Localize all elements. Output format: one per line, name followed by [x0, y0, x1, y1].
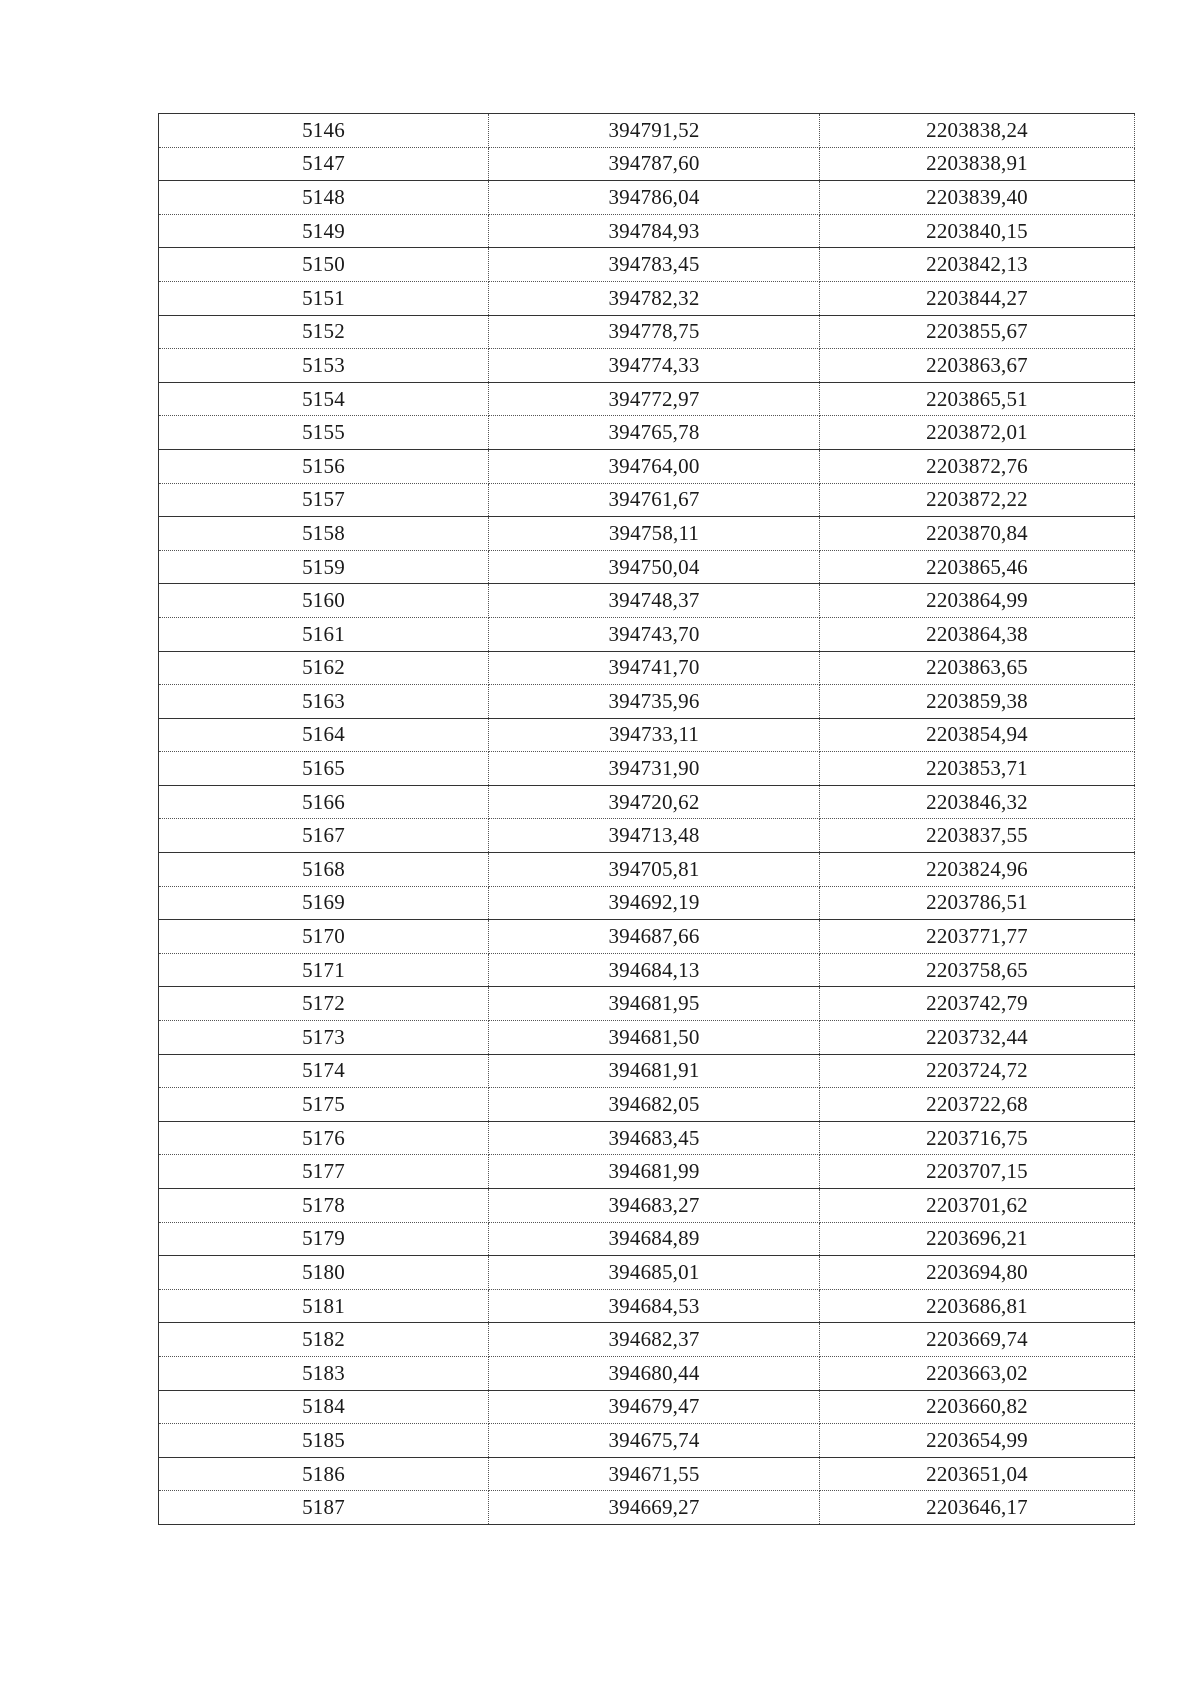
table-row — [159, 1256, 1135, 1290]
point-number-cell: 5165 — [159, 752, 489, 786]
x-coordinate-cell: 394681,95 — [489, 987, 820, 1021]
table-row — [159, 1021, 1135, 1055]
x-coordinate-cell: 394784,93 — [489, 214, 820, 248]
y-coordinate-cell: 2203855,67 — [820, 315, 1135, 349]
table-row — [159, 1390, 1135, 1424]
point-number-cell: 5157 — [159, 483, 489, 517]
x-coordinate-cell: 394761,67 — [489, 483, 820, 517]
y-coordinate-cell: 2203724,72 — [820, 1054, 1135, 1088]
coordinate-table-body — [159, 114, 1135, 1525]
table-row — [159, 617, 1135, 651]
x-coordinate-cell: 394683,27 — [489, 1189, 820, 1223]
x-coordinate-cell: 394735,96 — [489, 685, 820, 719]
x-coordinate-cell: 394684,89 — [489, 1222, 820, 1256]
x-coordinate-cell: 394772,97 — [489, 382, 820, 416]
y-coordinate-cell: 2203758,65 — [820, 953, 1135, 987]
table-row — [159, 349, 1135, 383]
x-coordinate-cell: 394681,50 — [489, 1021, 820, 1055]
y-coordinate-cell: 2203837,55 — [820, 819, 1135, 853]
table-row — [159, 248, 1135, 282]
coordinate-table-page — [158, 113, 1134, 1525]
y-coordinate-cell: 2203771,77 — [820, 920, 1135, 954]
x-coordinate-cell: 394758,11 — [489, 517, 820, 551]
table-row — [159, 1222, 1135, 1256]
x-coordinate-cell: 394713,48 — [489, 819, 820, 853]
table-row — [159, 550, 1135, 584]
point-number-cell: 5184 — [159, 1390, 489, 1424]
y-coordinate-cell: 2203840,15 — [820, 214, 1135, 248]
table-row — [159, 785, 1135, 819]
point-number-cell: 5181 — [159, 1289, 489, 1323]
x-coordinate-cell: 394675,74 — [489, 1424, 820, 1458]
x-coordinate-cell: 394682,05 — [489, 1088, 820, 1122]
table-row — [159, 651, 1135, 685]
x-coordinate-cell: 394683,45 — [489, 1121, 820, 1155]
point-number-cell: 5182 — [159, 1323, 489, 1357]
table-row — [159, 315, 1135, 349]
point-number-cell: 5155 — [159, 416, 489, 450]
table-row — [159, 416, 1135, 450]
point-number-cell: 5147 — [159, 147, 489, 181]
x-coordinate-cell: 394687,66 — [489, 920, 820, 954]
y-coordinate-cell: 2203646,17 — [820, 1491, 1135, 1525]
point-number-cell: 5163 — [159, 685, 489, 719]
y-coordinate-cell: 2203872,01 — [820, 416, 1135, 450]
x-coordinate-cell: 394720,62 — [489, 785, 820, 819]
y-coordinate-cell: 2203838,91 — [820, 147, 1135, 181]
y-coordinate-cell: 2203863,65 — [820, 651, 1135, 685]
x-coordinate-cell: 394682,37 — [489, 1323, 820, 1357]
table-row — [159, 1121, 1135, 1155]
x-coordinate-cell: 394764,00 — [489, 449, 820, 483]
x-coordinate-cell: 394748,37 — [489, 584, 820, 618]
x-coordinate-cell: 394778,75 — [489, 315, 820, 349]
y-coordinate-cell: 2203865,46 — [820, 550, 1135, 584]
point-number-cell: 5180 — [159, 1256, 489, 1290]
table-row — [159, 853, 1135, 887]
y-coordinate-cell: 2203872,76 — [820, 449, 1135, 483]
y-coordinate-cell: 2203842,13 — [820, 248, 1135, 282]
y-coordinate-cell: 2203660,82 — [820, 1390, 1135, 1424]
point-number-cell: 5152 — [159, 315, 489, 349]
y-coordinate-cell: 2203686,81 — [820, 1289, 1135, 1323]
table-row — [159, 1289, 1135, 1323]
point-number-cell: 5154 — [159, 382, 489, 416]
table-row — [159, 449, 1135, 483]
point-number-cell: 5179 — [159, 1222, 489, 1256]
table-row — [159, 1189, 1135, 1223]
table-row — [159, 114, 1135, 148]
point-number-cell: 5187 — [159, 1491, 489, 1525]
point-number-cell: 5169 — [159, 886, 489, 920]
y-coordinate-cell: 2203707,15 — [820, 1155, 1135, 1189]
y-coordinate-cell: 2203872,22 — [820, 483, 1135, 517]
y-coordinate-cell: 2203864,38 — [820, 617, 1135, 651]
y-coordinate-cell: 2203844,27 — [820, 281, 1135, 315]
y-coordinate-cell: 2203722,68 — [820, 1088, 1135, 1122]
table-row — [159, 886, 1135, 920]
y-coordinate-cell: 2203859,38 — [820, 685, 1135, 719]
table-row — [159, 1155, 1135, 1189]
x-coordinate-cell: 394786,04 — [489, 181, 820, 215]
point-number-cell: 5168 — [159, 853, 489, 887]
x-coordinate-cell: 394680,44 — [489, 1356, 820, 1390]
table-row — [159, 953, 1135, 987]
point-number-cell: 5164 — [159, 718, 489, 752]
x-coordinate-cell: 394765,78 — [489, 416, 820, 450]
table-row — [159, 181, 1135, 215]
point-number-cell: 5183 — [159, 1356, 489, 1390]
table-row — [159, 1457, 1135, 1491]
x-coordinate-cell: 394750,04 — [489, 550, 820, 584]
point-number-cell: 5159 — [159, 550, 489, 584]
point-number-cell: 5175 — [159, 1088, 489, 1122]
x-coordinate-cell: 394671,55 — [489, 1457, 820, 1491]
x-coordinate-cell: 394733,11 — [489, 718, 820, 752]
table-row — [159, 1323, 1135, 1357]
table-row — [159, 584, 1135, 618]
y-coordinate-cell: 2203853,71 — [820, 752, 1135, 786]
table-row — [159, 382, 1135, 416]
point-number-cell: 5150 — [159, 248, 489, 282]
y-coordinate-cell: 2203663,02 — [820, 1356, 1135, 1390]
table-row — [159, 517, 1135, 551]
x-coordinate-cell: 394685,01 — [489, 1256, 820, 1290]
y-coordinate-cell: 2203651,04 — [820, 1457, 1135, 1491]
point-number-cell: 5178 — [159, 1189, 489, 1223]
point-number-cell: 5177 — [159, 1155, 489, 1189]
x-coordinate-cell: 394791,52 — [489, 114, 820, 148]
y-coordinate-cell: 2203870,84 — [820, 517, 1135, 551]
point-number-cell: 5156 — [159, 449, 489, 483]
table-row — [159, 752, 1135, 786]
table-row — [159, 987, 1135, 1021]
table-row — [159, 1088, 1135, 1122]
point-number-cell: 5149 — [159, 214, 489, 248]
table-row — [159, 819, 1135, 853]
point-number-cell: 5151 — [159, 281, 489, 315]
y-coordinate-cell: 2203742,79 — [820, 987, 1135, 1021]
table-row — [159, 147, 1135, 181]
y-coordinate-cell: 2203863,67 — [820, 349, 1135, 383]
x-coordinate-cell: 394681,91 — [489, 1054, 820, 1088]
point-number-cell: 5172 — [159, 987, 489, 1021]
y-coordinate-cell: 2203654,99 — [820, 1424, 1135, 1458]
y-coordinate-cell: 2203838,24 — [820, 114, 1135, 148]
table-row — [159, 483, 1135, 517]
table-row — [159, 214, 1135, 248]
y-coordinate-cell: 2203824,96 — [820, 853, 1135, 887]
table-row — [159, 685, 1135, 719]
y-coordinate-cell: 2203786,51 — [820, 886, 1135, 920]
y-coordinate-cell: 2203696,21 — [820, 1222, 1135, 1256]
x-coordinate-cell: 394679,47 — [489, 1390, 820, 1424]
x-coordinate-cell: 394783,45 — [489, 248, 820, 282]
table-row — [159, 1356, 1135, 1390]
point-number-cell: 5173 — [159, 1021, 489, 1055]
point-number-cell: 5170 — [159, 920, 489, 954]
table-row — [159, 1491, 1135, 1525]
x-coordinate-cell: 394731,90 — [489, 752, 820, 786]
point-number-cell: 5185 — [159, 1424, 489, 1458]
y-coordinate-cell: 2203854,94 — [820, 718, 1135, 752]
table-row — [159, 1424, 1135, 1458]
x-coordinate-cell: 394741,70 — [489, 651, 820, 685]
x-coordinate-cell: 394681,99 — [489, 1155, 820, 1189]
table-row — [159, 281, 1135, 315]
table-row — [159, 1054, 1135, 1088]
y-coordinate-cell: 2203669,74 — [820, 1323, 1135, 1357]
x-coordinate-cell: 394669,27 — [489, 1491, 820, 1525]
point-number-cell: 5153 — [159, 349, 489, 383]
point-number-cell: 5161 — [159, 617, 489, 651]
y-coordinate-cell: 2203701,62 — [820, 1189, 1135, 1223]
point-number-cell: 5146 — [159, 114, 489, 148]
y-coordinate-cell: 2203716,75 — [820, 1121, 1135, 1155]
y-coordinate-cell: 2203864,99 — [820, 584, 1135, 618]
table-row — [159, 920, 1135, 954]
point-number-cell: 5148 — [159, 181, 489, 215]
x-coordinate-cell: 394684,53 — [489, 1289, 820, 1323]
point-number-cell: 5171 — [159, 953, 489, 987]
point-number-cell: 5167 — [159, 819, 489, 853]
x-coordinate-cell: 394774,33 — [489, 349, 820, 383]
y-coordinate-cell: 2203865,51 — [820, 382, 1135, 416]
x-coordinate-cell: 394743,70 — [489, 617, 820, 651]
x-coordinate-cell: 394705,81 — [489, 853, 820, 887]
point-number-cell: 5174 — [159, 1054, 489, 1088]
y-coordinate-cell: 2203839,40 — [820, 181, 1135, 215]
x-coordinate-cell: 394692,19 — [489, 886, 820, 920]
x-coordinate-cell: 394787,60 — [489, 147, 820, 181]
point-number-cell: 5186 — [159, 1457, 489, 1491]
point-number-cell: 5160 — [159, 584, 489, 618]
x-coordinate-cell: 394684,13 — [489, 953, 820, 987]
x-coordinate-cell: 394782,32 — [489, 281, 820, 315]
y-coordinate-cell: 2203694,80 — [820, 1256, 1135, 1290]
y-coordinate-cell: 2203732,44 — [820, 1021, 1135, 1055]
point-number-cell: 5162 — [159, 651, 489, 685]
point-number-cell: 5158 — [159, 517, 489, 551]
y-coordinate-cell: 2203846,32 — [820, 785, 1135, 819]
point-number-cell: 5176 — [159, 1121, 489, 1155]
table-row — [159, 718, 1135, 752]
point-number-cell: 5166 — [159, 785, 489, 819]
coordinate-table — [158, 113, 1135, 1525]
